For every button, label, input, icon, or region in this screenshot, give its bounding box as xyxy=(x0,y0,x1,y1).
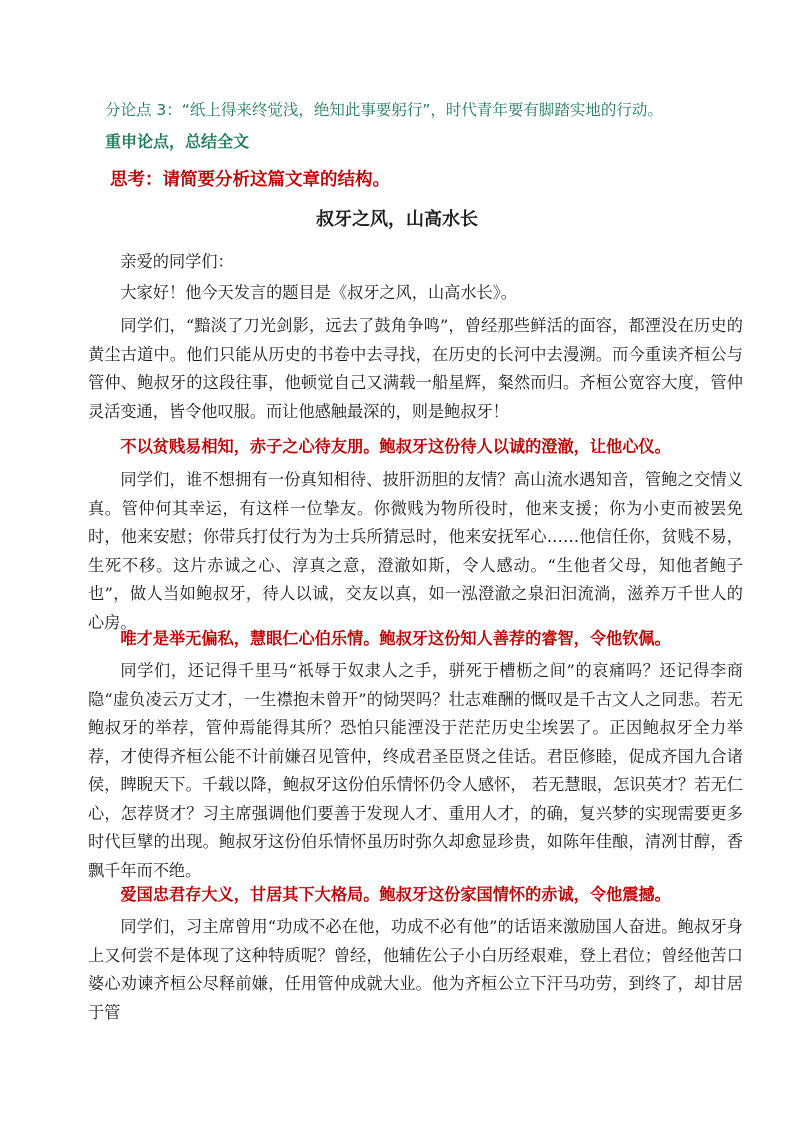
paragraph-2: 同学们，谁不想拥有一份真知相待、披肝沥胆的友情？高山流水遇知音，管鲍之交情义真。管仲何其幸运，有这样一位挚友。你微贱为物所役时，他来支援；你为小吏而被罢免时，他来安慰；你带兵打仗行为为士兵所猜忌时，他来安抚军心……他信任你，贫贱不易，生死不移。这片赤诚之心、淳真之意，澄澈如斯，令人感动。“生他者父母，知他者鲍子也”，做人当如鲍叔牙，待人以诚，交友以真，如一泓澄澈之泉汩汩流淌，滋养万千世人的心房。 xyxy=(88,470,743,632)
intro-paragraph: 大家好！他今天发言的题目是《叔牙之风，山高水长》。 xyxy=(120,283,517,302)
sub-point-3: 分论点 3：“纸上得来终觉浅，绝知此事要躬行”，时代青年要有脚踏实地的行动。 xyxy=(105,101,663,119)
restate-heading: 重申论点，总结全文 xyxy=(105,132,250,151)
section-heading-2: 唯才是举无偏私，慧眼仁心伯乐情。鲍叔牙这份知人善荐的睿智，令他钦佩。 xyxy=(120,629,671,648)
paragraph-3: 同学们，还记得千里马“祇辱于奴隶人之手，骈死于槽枥之间”的哀痛吗？还记得李商隐“虚负凌云万丈才，一生襟抱未曾开”的恸哭吗？壮志难酬的慨叹是千古文人之同悲。若无鲍叔牙的举荐，管仲焉能得其所？恐怕只能湮没于茫茫历史尘埃罢了。正因鲍叔牙全力举荐，才使得齐桓公能不计前嫌召见管仲，终成君圣臣贤之佳话。君臣修睦，促成齐国九合诸侯，睥睨天下。千载以降，鲍叔牙这份伯乐情怀仍令人感怀， 若无慧眼，怎识英才？若无仁心，怎荐贤才？习主席强调他们要善于发现人才、重用人才，的确，复兴梦的实现需要更多时代巨擘的出现。鲍叔牙这份伯乐情怀虽历时弥久却愈显珍贵，如陈年佳酿，清冽甘醇，香飘千年而不绝。 xyxy=(88,661,743,880)
section-heading-3: 爱国忠君存大义，甘居其下大格局。鲍叔牙这份家国情怀的赤诚，令他震撼。 xyxy=(120,885,671,904)
section-heading-1: 不以贫贱易相知，赤子之心待友朋。鲍叔牙这份待人以诚的澄澈，让他心仪。 xyxy=(120,437,671,456)
paragraph-1: 同学们，“黯淡了刀光剑影，远去了鼓角争鸣”，曾经那些鲜活的面容，都湮没在历史的黄尘古道中。他们只能从历史的书卷中去寻找，在历史的长河中去漫溯。而今重读齐桓公与管仲、鲍叔牙的这段往事，他顿觉自己又满载一船星辉，粲然而归。齐桓公宽容大度，管仲灵活变通，皆令他叹服。而让他感触最深的，则是鲍叔牙！ xyxy=(88,316,743,421)
think-question: 思考：请简要分析这篇文章的结构。 xyxy=(110,170,390,190)
greeting: 亲爱的同学们： xyxy=(120,252,234,271)
paragraph-4: 同学们，习主席曾用“功成不必在他，功成不必有他”的话语来激励国人奋进。鲍叔牙身上又何尝不是体现了这种特质呢？曾经，他辅佐公子小白历经艰难，登上君位；曾经他苦口婆心劝谏齐桓公尽释前嫌，任用管仲成就大业。他为齐桓公立下汗马功劳，到终了，却甘居于管 xyxy=(88,917,743,1022)
article-title: 叔牙之风，山高水长 xyxy=(316,209,478,230)
